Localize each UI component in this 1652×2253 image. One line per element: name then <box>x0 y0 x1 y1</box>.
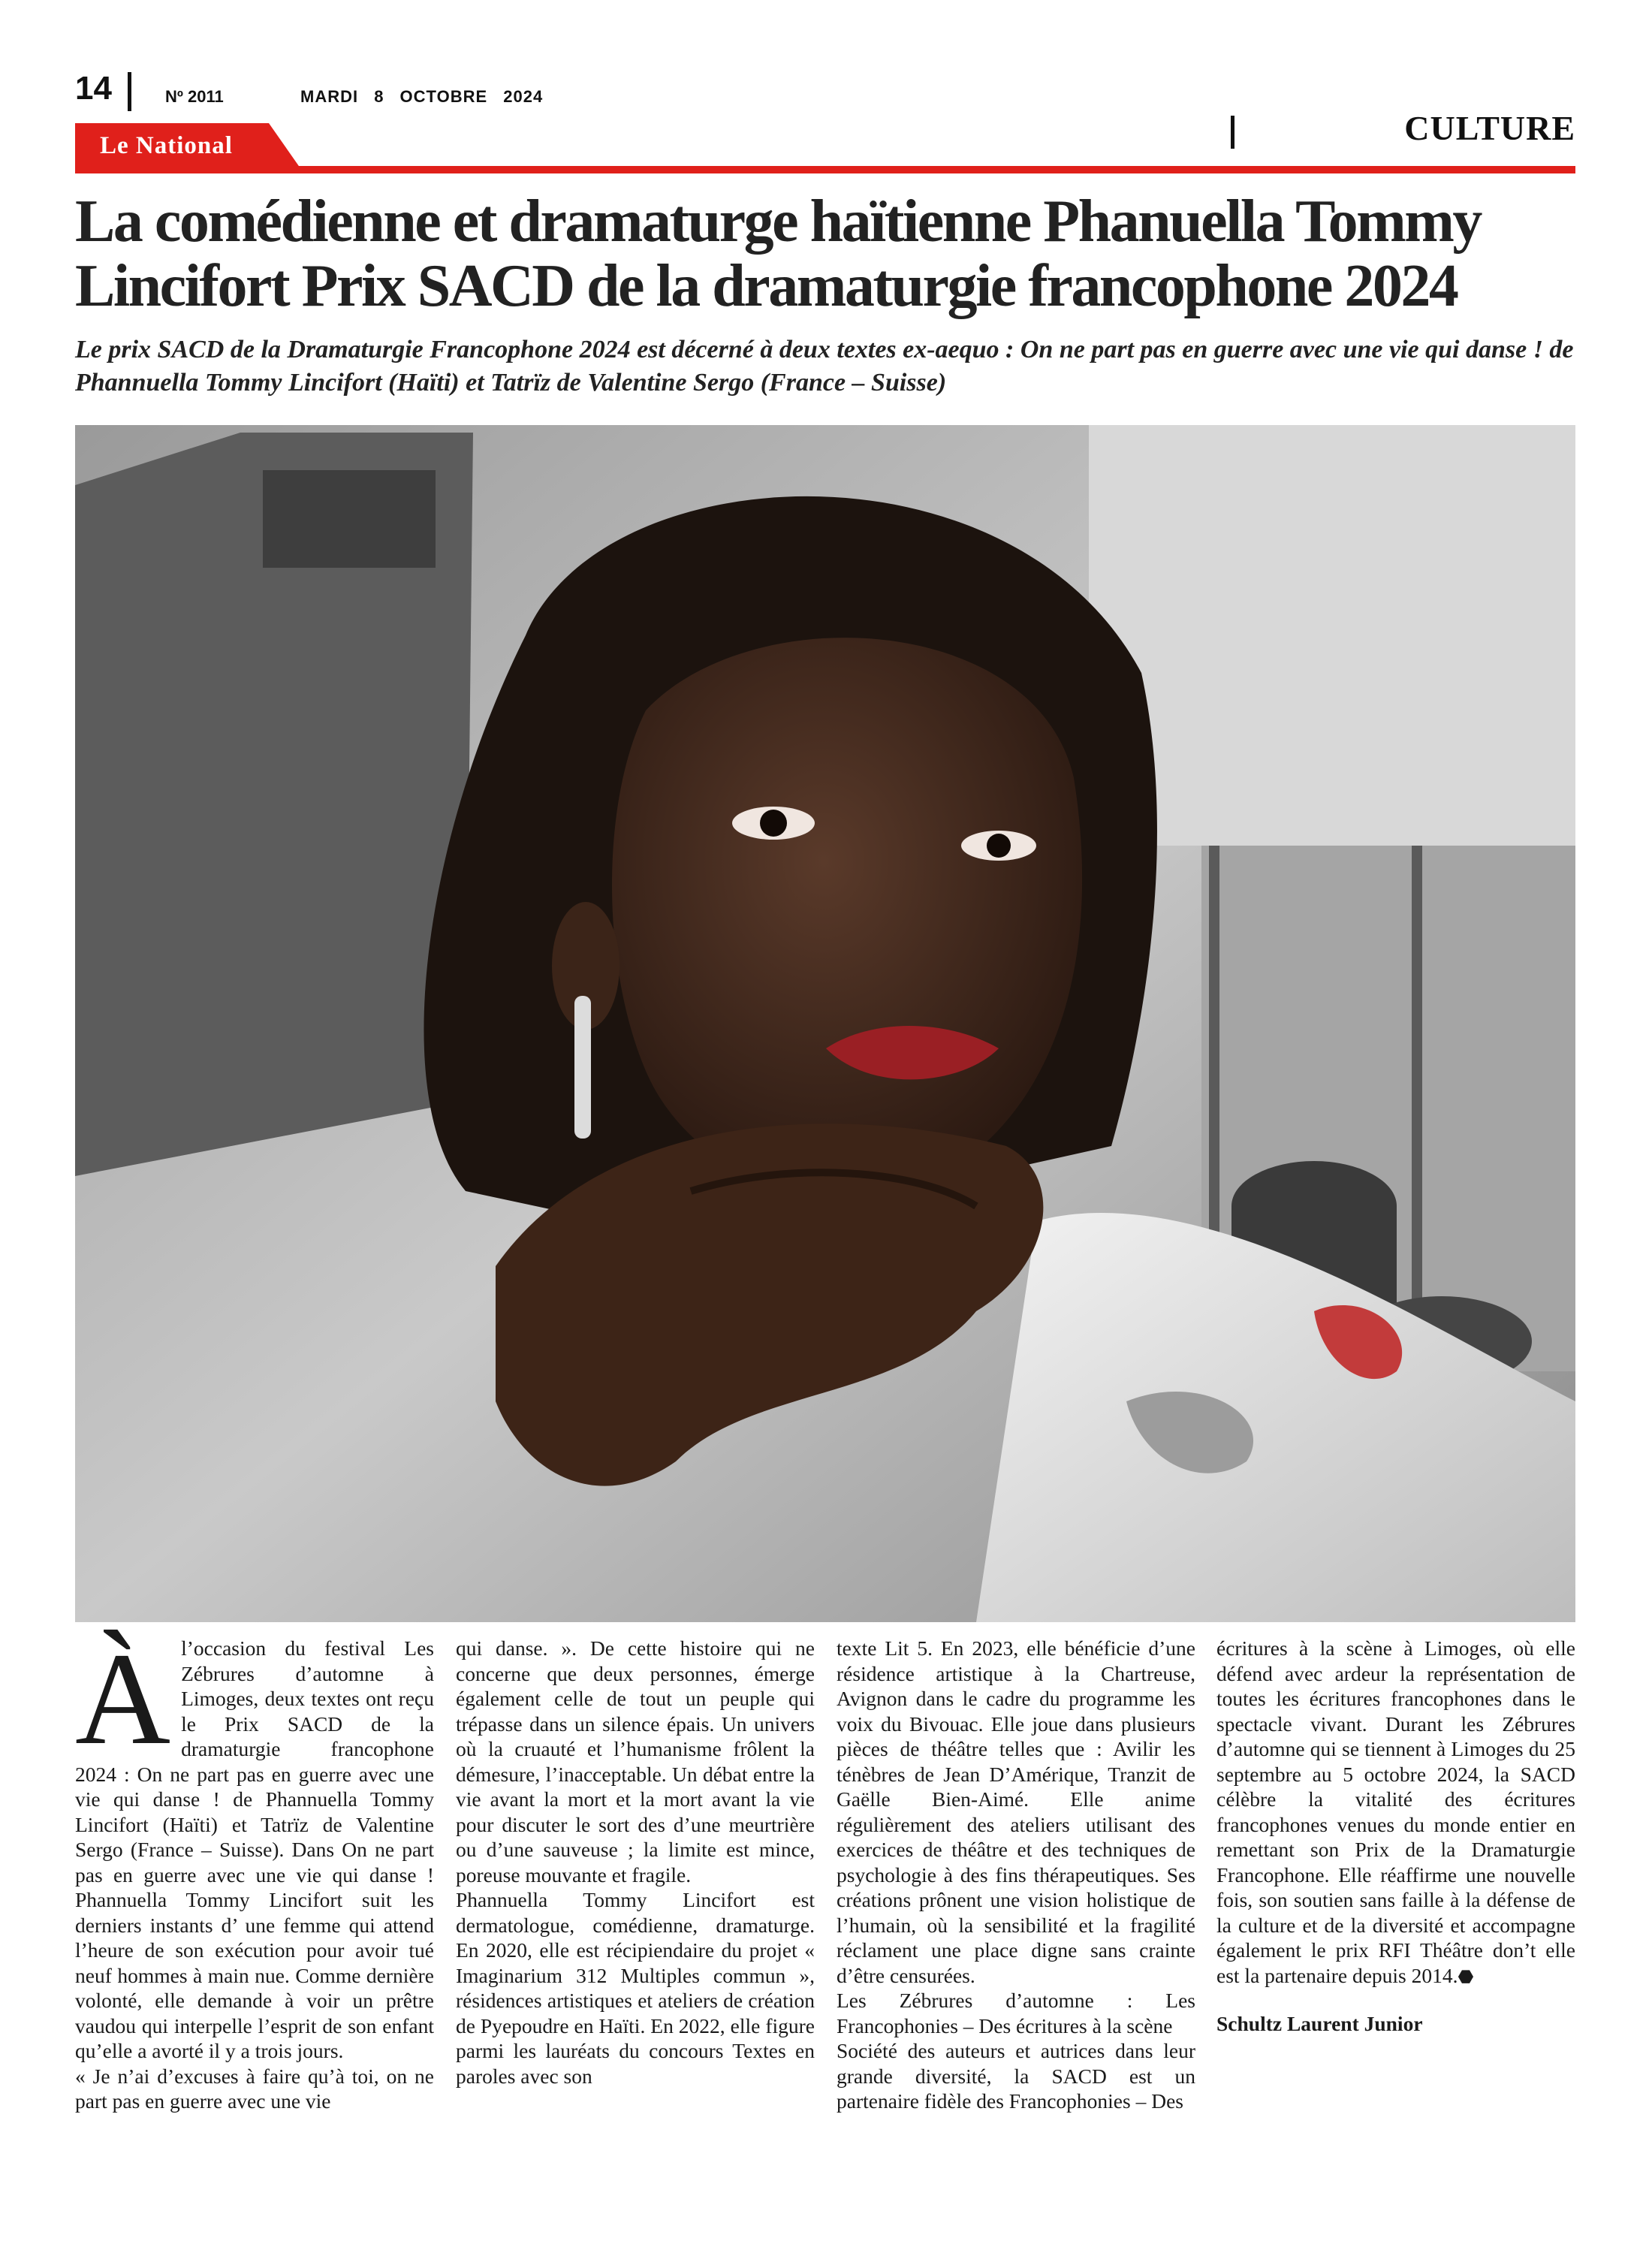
article-paragraph <box>1216 1636 1575 1990</box>
article-byline: Schultz Laurent Junior <box>1216 2012 1423 2035</box>
article-column-2 <box>456 1636 815 2089</box>
article-photo <box>75 425 1575 1622</box>
subheading-text: Les Zébrures d’automne : Les Francophonies – Des écritures à la scène <box>837 1989 1195 2037</box>
article-standfirst: Le prix SACD de la Dramaturgie Francophone 2024 est décerné à deux textes ex-aequo : On ne part pas en guerre avec une vie qui danse ! de Phannuella Tommy Lincifort (Haïti) et Tatrïz de Valentine Sergo (France – Suisse) <box>75 336 1574 397</box>
paragraph-text: écritures à la scène à Limoges, où elle défend avec ardeur la représentation de toutes les écritures francophones dans le spectacle vivant. Durant les Zébrures d’automne qui se tiennent à Limoges du 25 septembre au 5 octobre 2024, la SACD célèbre la vitalité des écritures francophones venues du monde entier en remettant son Prix de la Dramaturgie Francophone. Elle réaffirme une nouvelle fois, son soutien sans faille à la défense de la culture et de la diversité et accompagne également le prix RFI Théâtre don’t elle est la partenaire depuis 2014. <box>1216 1636 1575 1987</box>
article-paragraph: « Je n’ai d’excuses à faire qu’à toi, on ne part pas en guerre avec une vie <box>75 2064 434 2113</box>
header-divider <box>128 72 131 111</box>
section-label: CULTURE <box>1404 109 1575 147</box>
article-column-4 <box>1216 1636 1575 2037</box>
issue-date: MARDI 8 OCTOBRE 2024 <box>300 87 544 106</box>
portrait-photo-icon <box>75 425 1575 1622</box>
page-number: 14 <box>75 70 112 107</box>
header-rule <box>75 166 1575 173</box>
paragraph-text: l’occasion du festival Les Zébrures d’automne à Limoges, deux textes ont reçu le Prix SACD de la dramaturgie francophone 2024 : On ne part pas en guerre avec une vie qui danse ! de Phannuella Tommy Lincifort (Haïti) et Tatrïz de Valentine Sergo (France – Suisse). Dans On ne part pas en guerre avec une vie qui danse ! Phannuella Tommy Lincifort suit les derniers instants d’ une femme qui attend l’heure de son exécution pour avoir tué neuf hommes à main nue. Comme dernière volonté, elle demande à voir un prêtre vaudou qui interpelle l’esprit de son enfant qu’elle a avorté il y a trois jours. <box>75 1636 434 2062</box>
article-paragraph: qui danse. ». De cette histoire qui ne concerne que deux personnes, émerge également celle de tout un peuple qui trépasse dans un silence épais. Un univers où la cruauté et l’humanisme frôlent la démesure, l’inacceptable. Un débat entre la vie avant la mort et la mort avant la vie pour discuter le sort des d’une meurtrière ou d’une sauveuse ; la limite est mince, poreuse mouvante et fragile. <box>456 1636 815 1887</box>
article-paragraph <box>75 1626 434 2064</box>
drop-cap: À <box>75 1626 171 1772</box>
article-paragraph: Société des auteurs et autrices dans leur grande diversité, la SACD est un partenaire fidèle des Francophonies – Des <box>837 2039 1195 2113</box>
article-column-3 <box>837 1636 1195 2114</box>
issue-number: Nº 2011 <box>165 87 224 106</box>
article-headline: La comédienne et dramaturge haïtienne Phanuella Tommy Lincifort Prix SACD de la dramaturgie francophone 2024 <box>75 189 1481 319</box>
brand-name: Le National <box>100 132 233 159</box>
article-paragraph: Phannuella Tommy Lincifort est dermatologue, comédienne, dramaturge. En 2020, elle est récipiendaire du projet « Imaginarium 312 Multiples commun », résidences artistiques et ateliers de création de Pyepoudre en Haïti. En 2022, elle figure parmi les lauréats du concours Textes en paroles avec son <box>456 1888 815 2088</box>
section-divider <box>1231 116 1234 149</box>
article-column-1 <box>75 1626 434 2114</box>
end-mark-icon: ⬣ <box>1458 1967 1474 1987</box>
article-paragraph: texte Lit 5. En 2023, elle bénéficie d’une résidence artistique à la Chartreuse, Avignon dans le cadre du programme les voix du Bivouac. Elle joue dans plusieurs pièces de théâtre telles que : Avilir les ténèbres de Jean D’Amérique, Tranzit de Gaëlle Bien-Aimé. Elle anime régulièrement des ateliers utilisant des exercices de théâtre et des techniques de psychologie à des fins thérapeutiques. Ses créations prônent une vision holistique de l’humain, où la sensibilité et la fragilité réclament une place digne sans crainte d’être censurées. <box>837 1636 1195 1987</box>
